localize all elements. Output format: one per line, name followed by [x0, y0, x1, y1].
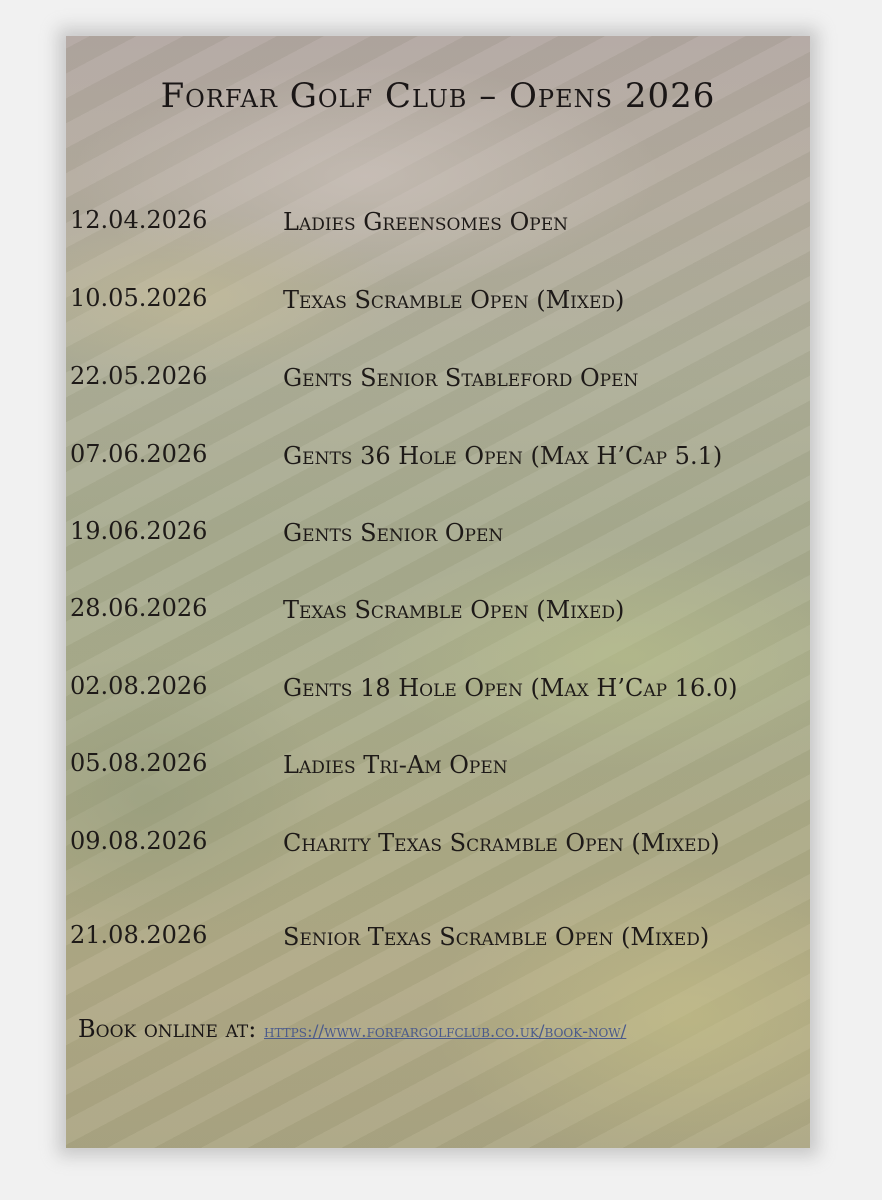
booking-link[interactable]: https://www.forfargolfclub.co.uk/book-now/: [263, 1022, 627, 1042]
booking-line: [78, 1015, 626, 1043]
page-title: Forfar Golf Club – Opens 2026: [160, 76, 716, 116]
event-name: Gents Senior Stableford Open: [283, 364, 639, 392]
event-row: [70, 284, 806, 344]
event-row: [70, 517, 806, 577]
booking-label: Book online at:: [78, 1015, 257, 1043]
event-name: Ladies Greensomes Open: [283, 208, 568, 236]
event-date: 28.06.2026: [70, 594, 208, 622]
event-row: [70, 362, 806, 422]
event-date: 10.05.2026: [70, 284, 208, 312]
event-name: Gents Senior Open: [283, 519, 504, 547]
event-name: Texas Scramble Open (Mixed): [283, 286, 625, 314]
event-name: Texas Scramble Open (Mixed): [283, 596, 625, 624]
event-date: 09.08.2026: [70, 827, 208, 855]
event-date: 12.04.2026: [70, 206, 208, 234]
event-date: 02.08.2026: [70, 672, 208, 700]
event-row: [70, 594, 806, 654]
event-date: 19.06.2026: [70, 517, 208, 545]
event-name: Gents 18 Hole Open (Max H’Cap 16.0): [283, 674, 738, 702]
event-row: [70, 206, 806, 266]
event-row: [70, 921, 806, 981]
event-row: [70, 749, 806, 809]
event-row: [70, 827, 806, 907]
event-row: [70, 672, 806, 732]
event-name: Gents 36 Hole Open (Max H’Cap 5.1): [283, 442, 723, 470]
event-name: Ladies Tri-Am Open: [283, 751, 508, 779]
event-date: 22.05.2026: [70, 362, 208, 390]
event-row: [70, 440, 806, 500]
event-date: 05.08.2026: [70, 749, 208, 777]
event-name: Charity Texas Scramble Open (Mixed): [283, 829, 720, 857]
event-date: 07.06.2026: [70, 440, 208, 468]
event-date: 21.08.2026: [70, 921, 208, 949]
poster: [66, 36, 810, 1148]
event-name: Senior Texas Scramble Open (Mixed): [283, 923, 710, 951]
